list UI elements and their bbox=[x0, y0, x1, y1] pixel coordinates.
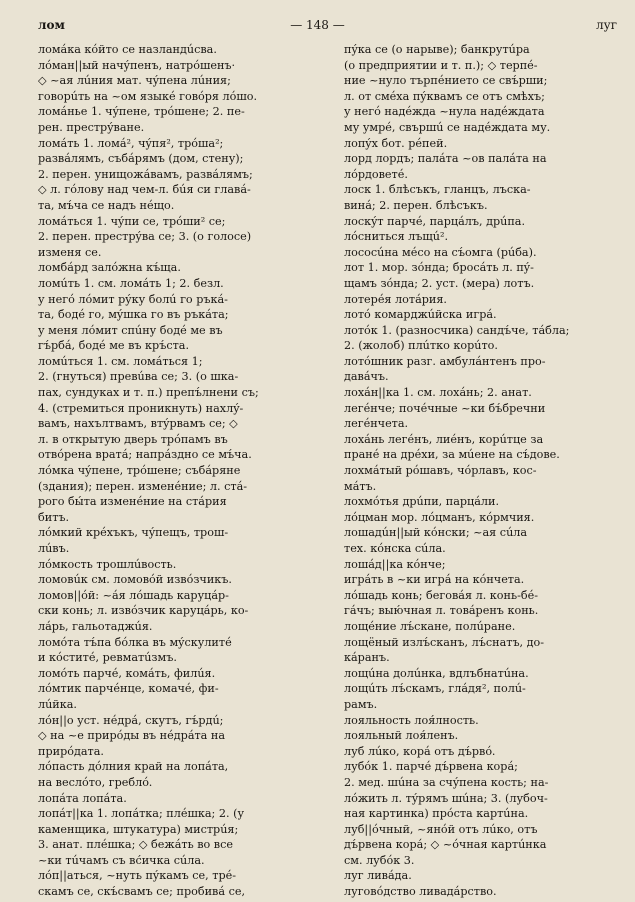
text-line: лúйка. bbox=[38, 697, 77, 711]
text-line: ◇ на ~е прирóды въ нéдрáта на bbox=[38, 729, 226, 743]
text-line: лощéние лъ́скане, полúране. bbox=[344, 619, 516, 633]
text-line: скамъ се, скъ́свамъ се; пробивá се, bbox=[38, 885, 246, 899]
text-line: ломáка кóйто се назландúсва. bbox=[38, 43, 217, 56]
text-line: ломовúк см. ломовóй извóзчикъ. bbox=[38, 573, 232, 587]
text-line: лояльный лоя́ленъ. bbox=[344, 729, 459, 743]
text-line: ломáть 1. ломá², чýпя², трóша²; bbox=[38, 136, 224, 150]
text-line: дъ́рвена корá; ◇ ~óчная картúнка bbox=[344, 838, 547, 852]
text-line: лóмка чýпене, трóшене; събáряне bbox=[38, 464, 241, 478]
text-line: см. лубóк 3. bbox=[344, 853, 415, 867]
text-line: 2. (жолоб) плúтко корúто. bbox=[344, 339, 498, 353]
text-line: лошáд||ка кóнче; bbox=[344, 557, 446, 571]
text-line: лóп||аться, ~нуть пýкамъ се, трé- bbox=[38, 869, 237, 883]
text-line: лúвъ. bbox=[38, 542, 70, 555]
text-line: лохáн||ка 1. см. лохáнь; 2. анат. bbox=[344, 386, 532, 400]
text-line: ◇ л. гóлову над чем-л. бúя си главá- bbox=[38, 183, 251, 197]
text-line: говорúть на ~ом языкé говóря лóшо. bbox=[38, 89, 258, 103]
text-line: луб лúко, корá отъ дъ́рвó. bbox=[344, 744, 496, 758]
text-line: 3. анат. плéшка; ◇ бежáть во все bbox=[38, 838, 233, 852]
text-line: ломов||óй: ~áя лóшадь каруцáр- bbox=[38, 588, 229, 602]
text-line: лóмтик парчéнце, комачé, фи- bbox=[38, 682, 219, 696]
text-line: лáрь, гальотаджúя. bbox=[38, 619, 153, 633]
text-line: ломóть парчé, комáть, филúя. bbox=[38, 666, 216, 680]
text-line: лоск 1. блѣсъкъ, гланцъ, лъска- bbox=[344, 183, 531, 197]
text-line: лохмáтый рóшавъ, чóрлавъ, кос- bbox=[344, 464, 537, 478]
text-line: ломáнье 1. чýпене, трóшене; 2. пе- bbox=[38, 105, 245, 119]
text-line: му умрé, свършú се надéждата му. bbox=[344, 120, 551, 134]
text-line: лóн||о уст. нéдрá, скутъ, гъ́рдú; bbox=[38, 713, 224, 727]
page-number: — 148 — bbox=[290, 18, 345, 32]
text-line: л. в открытую дверь трóпамъ въ bbox=[38, 432, 228, 446]
text-line: легéнчета. bbox=[344, 417, 409, 431]
right-column bbox=[344, 42, 616, 900]
text-line: лопáт||ка 1. лопáтка; плéшка; 2. (у bbox=[38, 807, 245, 821]
text-line: давáчъ. bbox=[344, 370, 389, 384]
text-line: лопáта лопáта. bbox=[38, 791, 127, 805]
text-line: 2. перен. престрýва се; 3. (о голосе) bbox=[38, 230, 252, 244]
text-line: 4. (стремиться проникнуть) нахлý- bbox=[38, 401, 244, 415]
text-line: рамъ. bbox=[344, 697, 378, 711]
header-right-word: луг bbox=[596, 18, 617, 32]
text-line: лóрдоветé. bbox=[344, 167, 408, 181]
text-line: изменя се. bbox=[38, 245, 102, 259]
text-line: лощúть лъ́скамъ, глáдя², полú- bbox=[344, 682, 526, 696]
text-line: лотóк 1. (разносчика) сандъ́че, тáбла; bbox=[344, 323, 570, 337]
text-line: и кóститé, ревматúзмъ. bbox=[38, 651, 177, 665]
page-header bbox=[0, 0, 635, 40]
text-line: ломбáрд залóжна къ́ща. bbox=[38, 261, 181, 275]
text-line: у негó лóмит рýку болú го ръкá- bbox=[38, 292, 228, 306]
text-line: у негó надéжда ~нула надéждата bbox=[344, 105, 545, 119]
text-line: лошадúн||ый кóнски; ~ая сúла bbox=[344, 526, 528, 540]
text-line: (здания); перен. изменéние; л. стá- bbox=[38, 479, 248, 493]
text-line: щамъ зóнда; 2. уст. (мера) лотъ. bbox=[344, 276, 535, 290]
text-line: лотерéя лотáрия. bbox=[344, 292, 447, 306]
text-line: 2. (гнуться) превúва се; 3. (о шка- bbox=[38, 370, 239, 384]
text-line: ломúться 1. см. ломáться 1; bbox=[38, 354, 203, 368]
text-line: лóпасть дóлния край на лопáта, bbox=[38, 760, 229, 774]
text-line: ломáться 1. чýпи се, трóши² се; bbox=[38, 214, 226, 228]
text-line: луг ливáда. bbox=[344, 869, 412, 883]
text-line: лотó комарджúйска игрá. bbox=[344, 308, 497, 322]
text-line: на веслóто, греблó. bbox=[38, 775, 153, 789]
text-line: ние ~нуло търпéнието се свъ́рши; bbox=[344, 74, 548, 88]
left-column bbox=[38, 42, 328, 900]
text-line: ломóта тъ́па бóлка въ мýскулитé bbox=[38, 635, 232, 649]
text-line: лот 1. мор. зóнда; бросáть л. пý- bbox=[344, 261, 534, 275]
text-line: ски конь; л. извóзчик каруцáрь, ко- bbox=[38, 604, 249, 618]
text-line: развáлямъ, събáрямъ (дом, стену); bbox=[38, 152, 244, 166]
text-line: вамъ, нахълтвамъ, втýрвамъ се; ◇ bbox=[38, 417, 238, 431]
text-line: лóцман мор. лóцманъ, кóрмчия. bbox=[344, 510, 535, 524]
text-line: лóман||ый начýпенъ, натрóшенъ· bbox=[38, 58, 236, 72]
text-line: ная картинка) прóста картúна. bbox=[344, 807, 529, 821]
text-line: гъ́рбá, бодé ме въ кръ́ста. bbox=[38, 339, 189, 353]
text-line: луговóдство ливадáрство. bbox=[344, 885, 497, 899]
text-line: пах, сундуках и т. п.) препъ́лнени съ; bbox=[38, 386, 259, 400]
text-line: лохáнь легéнъ, лиéнъ, корúтце за bbox=[344, 432, 544, 446]
text-line: тех. кóнска сúла. bbox=[344, 542, 446, 555]
text-line: та, бодé го, мýшка го въ ръкáта; bbox=[38, 308, 229, 322]
text-line: битъ. bbox=[38, 510, 70, 524]
text-line: пранé на дрéхи, за мúене на съ́дове. bbox=[344, 448, 560, 462]
text-line: лóжить л. тýрямъ шúна; 3. (лубоч- bbox=[344, 791, 548, 805]
text-line: л. от смéха пýквамъ се отъ смѣхъ; bbox=[344, 89, 545, 103]
text-line: лояльность лоя́лность. bbox=[344, 713, 479, 727]
text-line: лотóшник разг. амбулáнтенъ про- bbox=[344, 354, 546, 368]
text-line: мáтъ. bbox=[344, 479, 377, 493]
text-line: кáранъ. bbox=[344, 651, 390, 665]
text-line: гáчъ; выю́чная л. товáренъ конь. bbox=[344, 604, 539, 618]
text-line: (о предприятии и т. п.); ◇ терпé- bbox=[344, 58, 538, 72]
text-line: прирóдата. bbox=[38, 744, 104, 758]
text-line: у меня лóмит спúну бодé ме въ bbox=[38, 323, 223, 337]
text-line: ~ки тúчамъ съ вс́ичка сúла. bbox=[38, 853, 205, 867]
text-line: винá; 2. перен. блѣсъкъ. bbox=[344, 198, 488, 212]
text-line: луб||óчный, ~янóй отъ лúко, отъ bbox=[344, 822, 538, 836]
text-line: ломúть 1. см. ломáть 1; 2. безл. bbox=[38, 276, 224, 290]
text-line: лóмкость трошлúвость. bbox=[38, 557, 177, 571]
text-line: та, мъ́ча се надъ нéщо. bbox=[38, 198, 175, 212]
text-line: лохмóтья дрúпи, парцáли. bbox=[344, 495, 500, 509]
text-line: лóсниться лъщú². bbox=[344, 230, 449, 244]
text-line: рого бы́та изменéние на стáрия bbox=[38, 495, 227, 509]
text-line: лососúна мéсо на съ́омга (рúба). bbox=[344, 245, 537, 259]
text-line: лóшадь конь; беговáя л. конь-бé- bbox=[344, 588, 538, 602]
text-line: 2. мед. шúна за счýпена кость; на- bbox=[344, 775, 549, 789]
text-line: 2. перен. унищожáвамъ, развáлямъ; bbox=[38, 167, 253, 181]
text-line: лопýх бот. рéпей. bbox=[344, 136, 448, 150]
text-line: лорд лордъ; палáта ~ов палáта на bbox=[344, 152, 547, 166]
text-line: лоскýт парчé, парцáлъ, дрúпа. bbox=[344, 214, 526, 228]
text-line: лощёный излъ́сканъ, лъ́снатъ, до- bbox=[344, 635, 545, 649]
text-line: пýка се (о нарыве); банкрутúра bbox=[344, 43, 530, 56]
text-line: каменщика, штукатура) мистрúя; bbox=[38, 822, 239, 836]
text-line: лубóк 1. парчé дъ́рвена корá; bbox=[344, 760, 518, 774]
text-line: ◇ ~ая лúния мат. чýпена лúния; bbox=[38, 74, 231, 88]
text-line: лощúна долúнка, вдлъбнатúна. bbox=[344, 666, 529, 680]
header-left-word: лом bbox=[38, 18, 65, 32]
text-line: лóмкий крéхъкъ, чýпещъ, трош- bbox=[38, 526, 229, 540]
text-line: легéнче; почéчные ~ки бъ́бречни bbox=[344, 401, 546, 415]
text-line: игрáть в ~ки игрá на кóнчета. bbox=[344, 573, 525, 587]
text-line: отвóрена вратá; напрáздно се мъ́ча. bbox=[38, 448, 252, 462]
text-line: рен. престрýване. bbox=[38, 120, 145, 134]
